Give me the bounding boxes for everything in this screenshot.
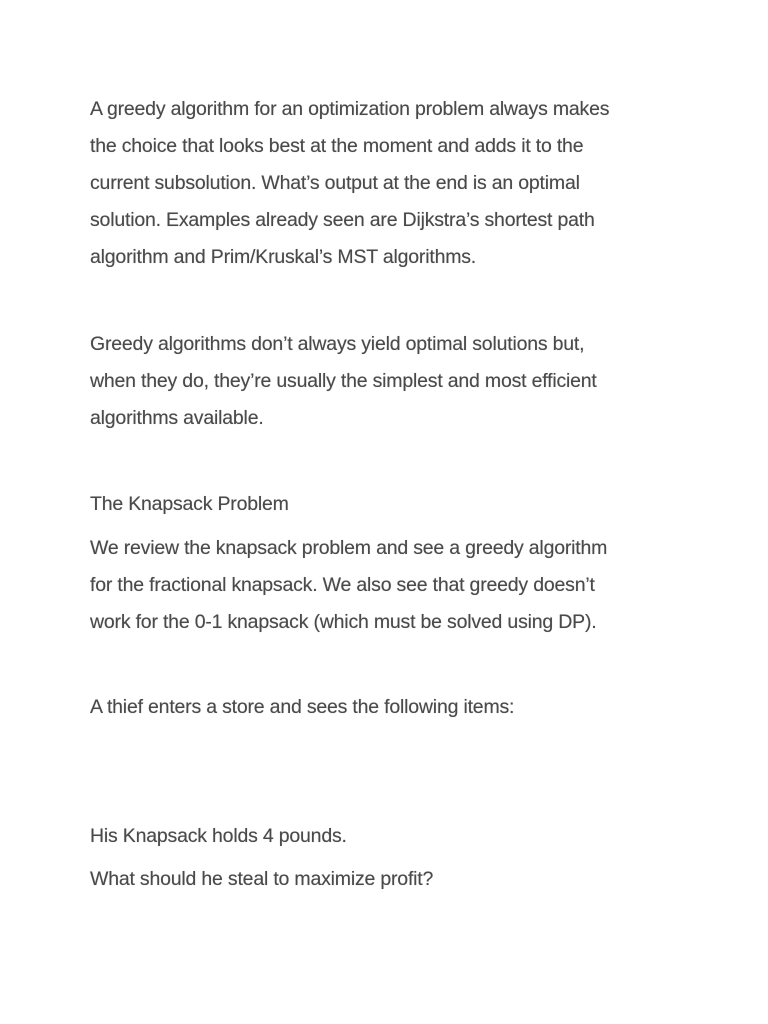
text-line: His Knapsack holds 4 pounds. bbox=[90, 825, 347, 847]
text-line: We review the knapsack problem and see a greedy algorithm bbox=[90, 537, 608, 559]
heading-text: The Knapsack Problem bbox=[90, 493, 289, 515]
knapsack-paragraph bbox=[90, 530, 690, 641]
text-line: What should he steal to maximize profit? bbox=[90, 868, 434, 890]
thief-paragraph bbox=[90, 689, 690, 726]
text-line: work for the 0-1 knapsack (which must be solved using DP). bbox=[90, 611, 597, 633]
text-line: solution. Examples already seen are Dijkstra’s shortest path bbox=[90, 209, 595, 231]
text-line: algorithms available. bbox=[90, 407, 264, 429]
text-line: A greedy algorithm for an optimization problem always makes bbox=[90, 98, 610, 120]
text-line: when they do, they’re usually the simplest and most efficient bbox=[90, 370, 597, 392]
text-line: for the fractional knapsack. We also see that greedy doesn’t bbox=[90, 574, 595, 596]
section-heading bbox=[90, 486, 690, 523]
text-line: algorithm and Prim/Kruskal’s MST algorithms. bbox=[90, 246, 477, 268]
text-line: A thief enters a store and sees the following items: bbox=[90, 696, 515, 718]
text-line: current subsolution. What’s output at the end is an optimal bbox=[90, 172, 580, 194]
greedy-paragraph bbox=[90, 326, 690, 437]
question-paragraph bbox=[90, 861, 690, 898]
text-line: Greedy algorithms don’t always yield optimal solutions but, bbox=[90, 333, 585, 355]
capacity-paragraph bbox=[90, 818, 690, 855]
intro-paragraph bbox=[90, 91, 690, 276]
text-line: the choice that looks best at the moment and adds it to the bbox=[90, 135, 584, 157]
